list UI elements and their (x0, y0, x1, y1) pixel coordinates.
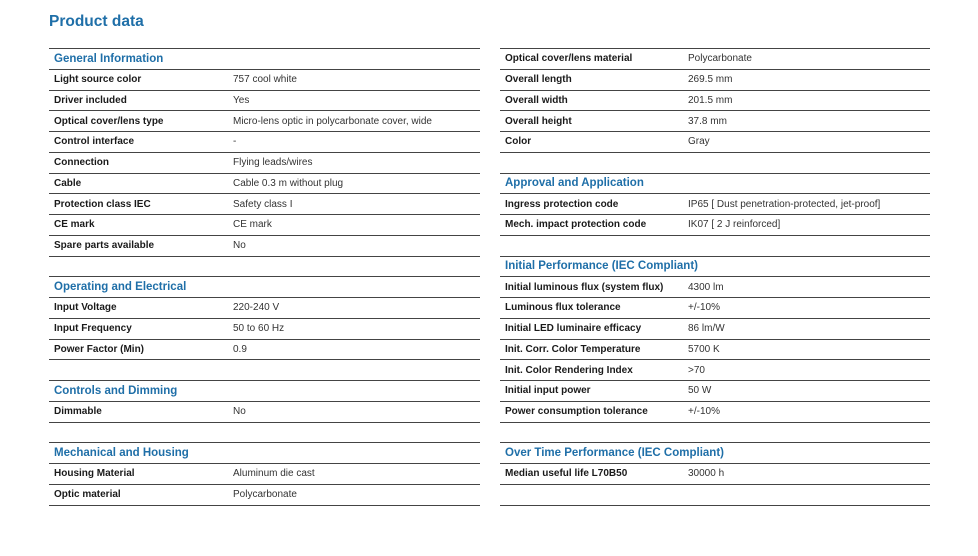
spec-value: Flying leads/wires (233, 157, 313, 169)
spec-label: Initial input power (505, 385, 591, 397)
spacer-row (500, 423, 930, 444)
spec-row-overall-height (500, 111, 930, 132)
right-spec-column (500, 48, 930, 506)
spec-value: 30000 h (688, 468, 725, 480)
spec-value: IK07 [ 2 J reinforced] (688, 219, 781, 231)
spec-label: Cable (54, 177, 82, 189)
spec-value: 50 W (688, 385, 712, 397)
spec-row-mech-impact-protection-code (500, 215, 930, 236)
spec-label: Control interface (54, 136, 135, 148)
spec-row-driver-included (49, 91, 480, 112)
spec-label: Overall width (505, 94, 568, 106)
spec-row-optic-material (49, 485, 480, 506)
spec-label: Initial luminous flux (system flux) (505, 281, 664, 293)
spec-value: >70 (688, 364, 705, 376)
spec-value: 50 to 60 Hz (233, 323, 285, 335)
spec-row-spare-parts-available (49, 236, 480, 257)
spec-row-init-corr-color-temperature (500, 340, 930, 361)
spec-label: Overall height (505, 115, 572, 127)
section-title: Mechanical and Housing (54, 447, 189, 460)
spec-value: Polycarbonate (233, 489, 297, 501)
spec-value: Yes (233, 94, 250, 106)
spec-label: Init. Corr. Color Temperature (505, 343, 641, 355)
spec-row-median-useful-life-l70b50 (500, 464, 930, 485)
spec-label: Light source color (54, 74, 142, 86)
spec-label: Connection (54, 157, 109, 169)
spec-label: Optic material (54, 489, 121, 501)
spec-row-luminous-flux-tolerance (500, 298, 930, 319)
spec-value: Safety class I (233, 198, 293, 210)
spec-label: Overall length (505, 74, 572, 86)
section-header-mechanical-and-housing (49, 443, 480, 464)
spacer-row (500, 153, 930, 174)
spec-label: Power Factor (Min) (54, 343, 145, 355)
spec-value: 220-240 V (233, 302, 280, 314)
spec-value: 0.9 (233, 343, 247, 355)
spec-row-protection-class-iec (49, 194, 480, 215)
spec-value: 269.5 mm (688, 74, 733, 86)
spec-row-input-frequency (49, 319, 480, 340)
spec-row-initial-led-luminaire-efficacy (500, 319, 930, 340)
spec-label: Protection class IEC (54, 198, 151, 210)
spec-value: 37.8 mm (688, 115, 727, 127)
section-header-general-information (49, 49, 480, 70)
spec-row-ce-mark (49, 215, 480, 236)
section-header-approval-and-application (500, 174, 930, 195)
spec-row-connection (49, 153, 480, 174)
spec-value: No (233, 240, 246, 252)
spec-label: Ingress protection code (505, 198, 619, 210)
spec-label: CE mark (54, 219, 95, 231)
spacer-row (500, 236, 930, 257)
spec-value: 201.5 mm (688, 94, 733, 106)
spec-row-initial-input-power (500, 381, 930, 402)
section-title: Approval and Application (505, 177, 644, 190)
spacer-row (49, 423, 480, 444)
spec-value: Aluminum die cast (233, 468, 315, 480)
spec-row-init-color-rendering-index (500, 360, 930, 381)
section-header-over-time-performance-iec-compliant (500, 443, 930, 464)
spec-value: 4300 lm (688, 281, 724, 293)
spec-label: Mech. impact protection code (505, 219, 647, 231)
spec-value: CE mark (233, 219, 272, 231)
spec-value: - (233, 136, 237, 148)
spec-label: Driver included (54, 94, 127, 106)
spec-label: Power consumption tolerance (505, 406, 648, 418)
spec-value: 86 lm/W (688, 323, 725, 335)
spec-label: Color (505, 136, 532, 148)
spec-label: Median useful life L70B50 (505, 468, 628, 480)
spec-label: Optical cover/lens type (54, 115, 164, 127)
spec-row-overall-width (500, 91, 930, 112)
section-title: Over Time Performance (IEC Compliant) (505, 447, 724, 460)
page-title: Product data (49, 13, 144, 30)
spec-label: Spare parts available (54, 240, 155, 252)
spec-value: Gray (688, 136, 710, 148)
spec-label: Luminous flux tolerance (505, 302, 621, 314)
spacer-row (500, 485, 930, 506)
spec-value: 757 cool white (233, 74, 297, 86)
spec-label: Dimmable (54, 406, 102, 418)
spec-value: 5700 K (688, 343, 720, 355)
spec-row-cable (49, 174, 480, 195)
spacer-row (49, 257, 480, 278)
spec-value: IP65 [ Dust penetration-protected, jet-proof] (688, 198, 881, 210)
spec-row-power-consumption-tolerance (500, 402, 930, 423)
left-spec-column (49, 48, 480, 506)
spacer-row (49, 360, 480, 381)
spec-value: No (233, 406, 246, 418)
spec-row-ingress-protection-code (500, 194, 930, 215)
spec-value: Polycarbonate (688, 53, 752, 65)
section-header-operating-and-electrical (49, 277, 480, 298)
spec-row-overall-length (500, 70, 930, 91)
spec-row-power-factor-min (49, 340, 480, 361)
spec-value: +/-10% (688, 302, 720, 314)
section-title: Initial Performance (IEC Compliant) (505, 260, 698, 273)
section-title: Operating and Electrical (54, 281, 187, 294)
spec-value: Micro-lens optic in polycarbonate cover, wide (233, 115, 432, 127)
spec-row-housing-material (49, 464, 480, 485)
spec-value: +/-10% (688, 406, 720, 418)
spec-label: Initial LED luminaire efficacy (505, 323, 642, 335)
spec-value: Cable 0.3 m without plug (233, 177, 344, 189)
spec-row-initial-luminous-flux-system-flux (500, 277, 930, 298)
section-title: General Information (54, 52, 164, 65)
spec-row-control-interface (49, 132, 480, 153)
spec-label: Input Voltage (54, 302, 117, 314)
section-header-initial-performance-iec-compliant (500, 257, 930, 278)
spec-row-color (500, 132, 930, 153)
spec-row-optical-cover-lens-material (500, 49, 930, 70)
spec-row-light-source-color (49, 70, 480, 91)
section-header-controls-and-dimming (49, 381, 480, 402)
spec-label: Input Frequency (54, 323, 132, 335)
section-title: Controls and Dimming (54, 384, 178, 397)
spec-row-dimmable (49, 402, 480, 423)
spec-row-input-voltage (49, 298, 480, 319)
spec-label: Optical cover/lens material (505, 53, 633, 65)
spec-label: Init. Color Rendering Index (505, 364, 633, 376)
spec-row-optical-cover-lens-type (49, 111, 480, 132)
spec-label: Housing Material (54, 468, 135, 480)
